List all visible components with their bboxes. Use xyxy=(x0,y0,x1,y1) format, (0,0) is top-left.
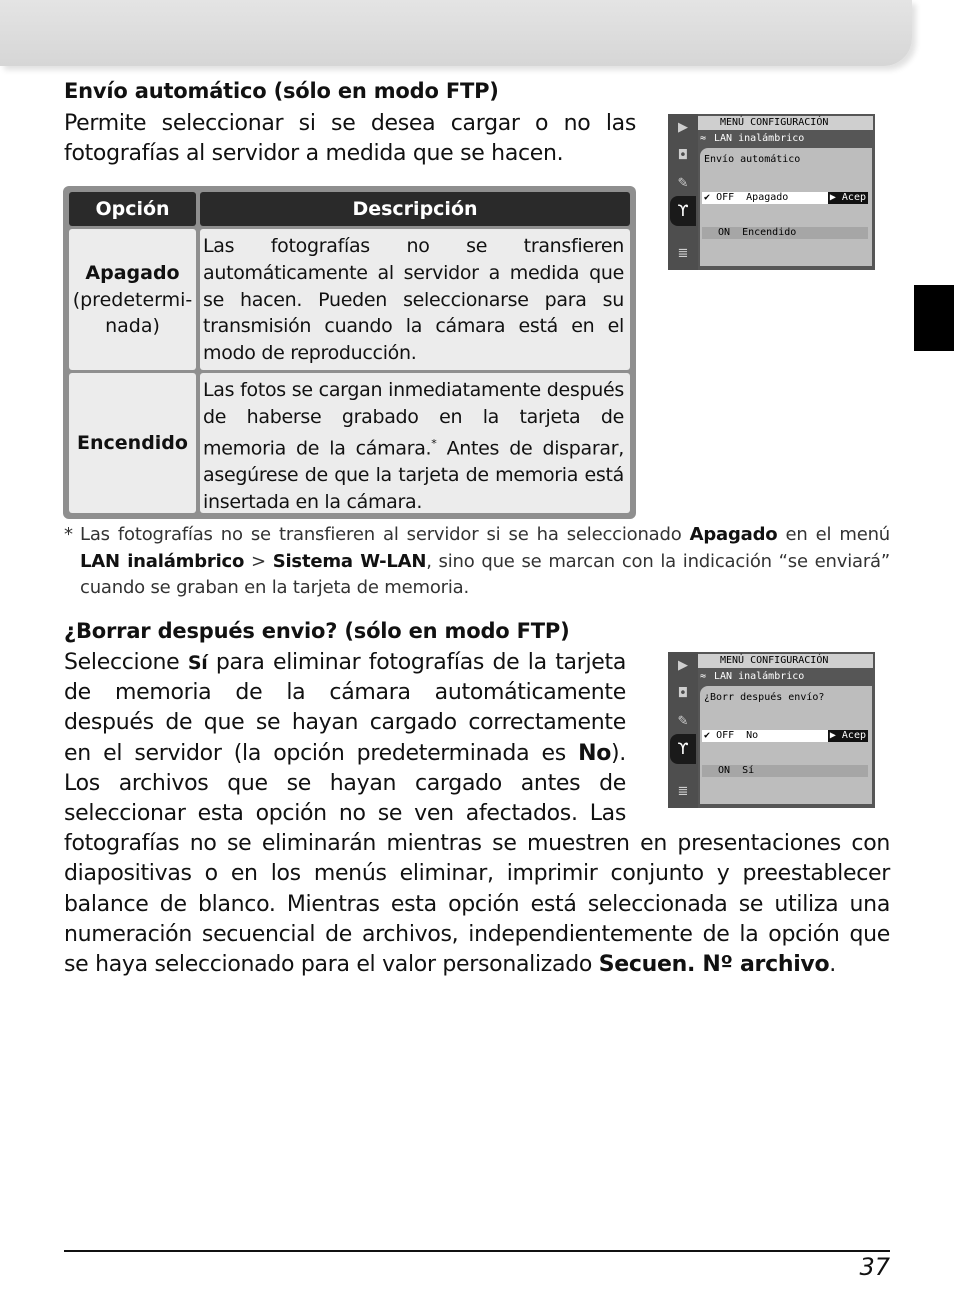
selected-label: No xyxy=(746,730,759,741)
camera-screen-envio xyxy=(668,114,875,270)
other-code: ON xyxy=(718,227,731,238)
submenu-title: ≈ LAN inalámbrico xyxy=(700,671,805,682)
selected-code: OFF xyxy=(716,192,735,203)
other-option xyxy=(702,227,868,239)
footnote-mark: * xyxy=(431,436,437,450)
other-label: Sí xyxy=(742,765,755,776)
table-row-option xyxy=(69,373,196,513)
camera-icon: ◘ xyxy=(677,148,689,163)
footnote-marker: * xyxy=(64,524,73,545)
arrow-right-icon: ▶ xyxy=(829,730,836,741)
table-row-description: Las fotos se cargan inmediatamente después de haberse grabado en la tarjeta de memoria de la cámara.* Antes de disparar, asegúrese de que la tarjeta de memoria está insertada en la cámara. xyxy=(200,373,630,513)
arrow-right-icon: ▶ xyxy=(829,192,836,203)
menu-title: MENÚ CONFIGURACIÓN xyxy=(698,654,873,668)
option-question: Envío automático xyxy=(704,154,801,165)
header-bar xyxy=(0,0,912,66)
option-note: (predetermi- nada) xyxy=(72,288,193,337)
layers-icon: ≣ xyxy=(677,784,689,799)
wireless-icon: ≈ xyxy=(700,671,707,682)
wrench-icon: ϒ xyxy=(670,196,696,226)
section-heading-envio: Envío automático (sólo en modo FTP) xyxy=(64,79,499,103)
table-header-description: Descripción xyxy=(200,192,630,226)
option-name: Apagado xyxy=(85,262,180,285)
footnote: * Las fotografías no se transfieren al servidor si se ha seleccionado Apagado en el menú LAN inalámbrico > Sistema W-LAN, sino que se marcan con la indicación “se enviará” cuando se graban en la tarjeta de memoria. xyxy=(64,524,891,598)
option-panel xyxy=(700,148,872,266)
other-label: Encendido xyxy=(742,227,797,238)
float-spacer xyxy=(626,648,890,820)
wrench-icon: ϒ xyxy=(670,734,696,764)
selected-label: Apagado xyxy=(746,192,789,203)
menu-tabs xyxy=(668,114,698,270)
camera-icon: ◘ xyxy=(677,686,689,701)
chapter-tab xyxy=(914,285,954,351)
play-icon: ▶ xyxy=(678,120,688,135)
pencil-icon: ✎ xyxy=(677,176,689,191)
section-heading-borrar: ¿Borrar después envio? (sólo en modo FTP) xyxy=(64,619,570,643)
pencil-icon: ✎ xyxy=(677,714,689,729)
play-icon: ▶ xyxy=(678,658,688,673)
ok-hint: ▶ Acep xyxy=(829,192,866,203)
section-body-borrar: Seleccione Sí para eliminar fotografías de la tarjeta de memoria de la cámara automáticamente después de que se hayan cargado correctamente en el servidor (la opción predeterminada es No). Los archivos que se hayan cargado antes de seleccionar esta opción no se ven afectados. Las fotografías no se eliminarán mientras se muestren en presentaciones con diapositivas o en los menús eliminar, imprimir conjunto y preestablecer balance de blanco. Mientras esta opción está seleccionada se utiliza una numeración secuencial de archivos, independientemente de la opción que se haya seleccionado para el valor personalizado Secuen. Nº archivo. xyxy=(64,650,890,978)
check-icon: ✔ xyxy=(704,730,711,741)
table-header-option: Opción xyxy=(69,192,196,226)
wireless-icon: ≈ xyxy=(700,133,707,144)
option-name: Encendido xyxy=(77,431,188,454)
check-icon: ✔ xyxy=(704,192,711,203)
layers-icon: ≣ xyxy=(677,246,689,261)
ok-hint: ▶ Acep xyxy=(829,730,866,741)
page-number: 37 xyxy=(859,1253,890,1281)
option-table xyxy=(63,186,636,519)
selected-code: OFF xyxy=(716,730,735,741)
table-row-option xyxy=(69,229,196,370)
other-code: ON xyxy=(718,765,731,776)
footer-rule xyxy=(64,1250,890,1252)
table-row-description: Las fotografías no se transfieren automáticamente al servidor a medida que se hacen. Pueden seleccionarse para su transmisión cuando la cámara está en el modo de reproducción. xyxy=(200,229,630,370)
section-intro-envio: Permite seleccionar si se desea cargar o no las fotografías al servidor a medida que se hacen. xyxy=(64,111,636,167)
submenu-title: ≈ LAN inalámbrico xyxy=(700,133,805,144)
option-question: ¿Borr después envío? xyxy=(704,692,825,703)
menu-title: MENÚ CONFIGURACIÓN xyxy=(698,116,873,130)
selected-option xyxy=(702,192,868,204)
